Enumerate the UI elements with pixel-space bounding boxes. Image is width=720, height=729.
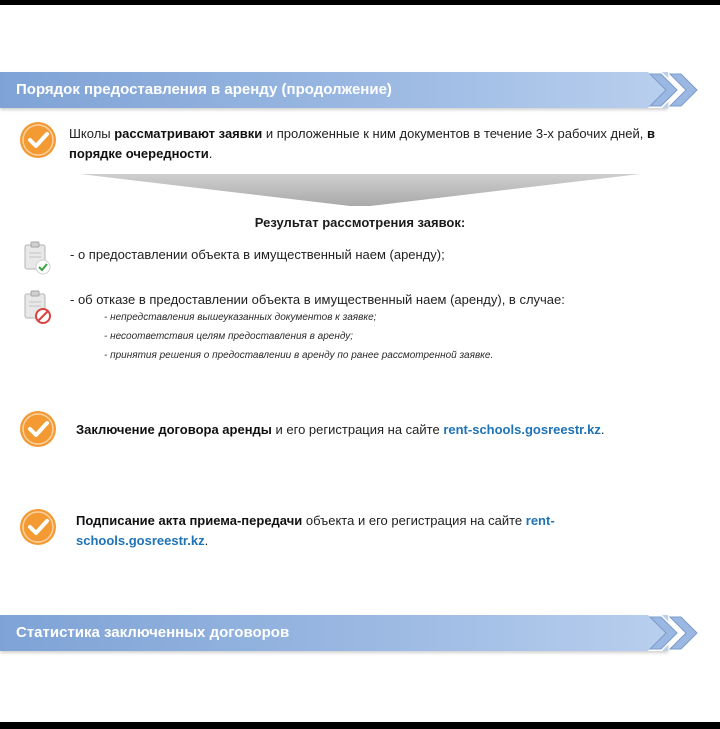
banner-title: Порядок предоставления в аренду (продолжение) [16, 81, 392, 98]
result-approved: - о предоставлении объекта в имущественный наем (аренду); [70, 247, 445, 262]
double-chevron-right-icon [648, 72, 708, 108]
clipboard-check-icon [22, 241, 52, 275]
step1-text-2: и проложенные к ним документов в течение 3-х рабочих дней, [262, 126, 647, 141]
section-banner-statistics [0, 615, 720, 651]
refusal-reason-3: - принятия решения о предоставлении в аренду по ранее рассмотренной заявке. [104, 350, 494, 361]
result-refused: - об отказе в предоставлении объекта в имущественный наем (аренду), в случае: [70, 292, 565, 307]
clipboard-forbidden-icon [22, 290, 52, 324]
section-banner-rental-order [0, 72, 720, 108]
bottom-edge [0, 722, 720, 729]
step2-text: и его регистрация на сайте [271, 422, 444, 437]
rent-schools-link[interactable]: rent-schools.gosreestr.kz [443, 422, 601, 437]
step1-text-1: Школы [69, 126, 115, 141]
rent-schools-link[interactable]: rent-schools.gosreestr.kz [76, 513, 555, 548]
check-circle-icon [19, 121, 57, 159]
step2-period: . [600, 422, 605, 437]
step1-bold-1: рассматривают заявки [114, 126, 263, 141]
step-sign-contract [76, 420, 706, 440]
result-heading: Результат рассмотрения заявок: [254, 215, 466, 230]
step-review-applications [69, 124, 689, 164]
top-edge [0, 0, 720, 5]
step3-period: . [204, 533, 209, 548]
refusal-reason-1: - непредставления вышеуказанных документов к заявке; [104, 312, 377, 323]
step-sign-transfer-act [76, 511, 636, 551]
banner-title: Статистика заключенных договоров [16, 624, 290, 641]
step1-text-3: . [208, 146, 213, 161]
check-circle-icon [19, 410, 57, 448]
funnel-arrow-shape [80, 170, 640, 210]
double-chevron-right-icon [648, 615, 708, 651]
step1-bold-2: в порядке очередности [69, 126, 655, 161]
step3-text: объекта и его регистрация на сайте [302, 513, 526, 528]
check-circle-icon [19, 508, 57, 546]
refusal-reason-2: - несоответствия целям предоставления в аренду; [104, 331, 354, 342]
step2-bold: Заключение договора аренды [76, 422, 272, 437]
step3-bold: Подписание акта приема-передачи [76, 513, 303, 528]
